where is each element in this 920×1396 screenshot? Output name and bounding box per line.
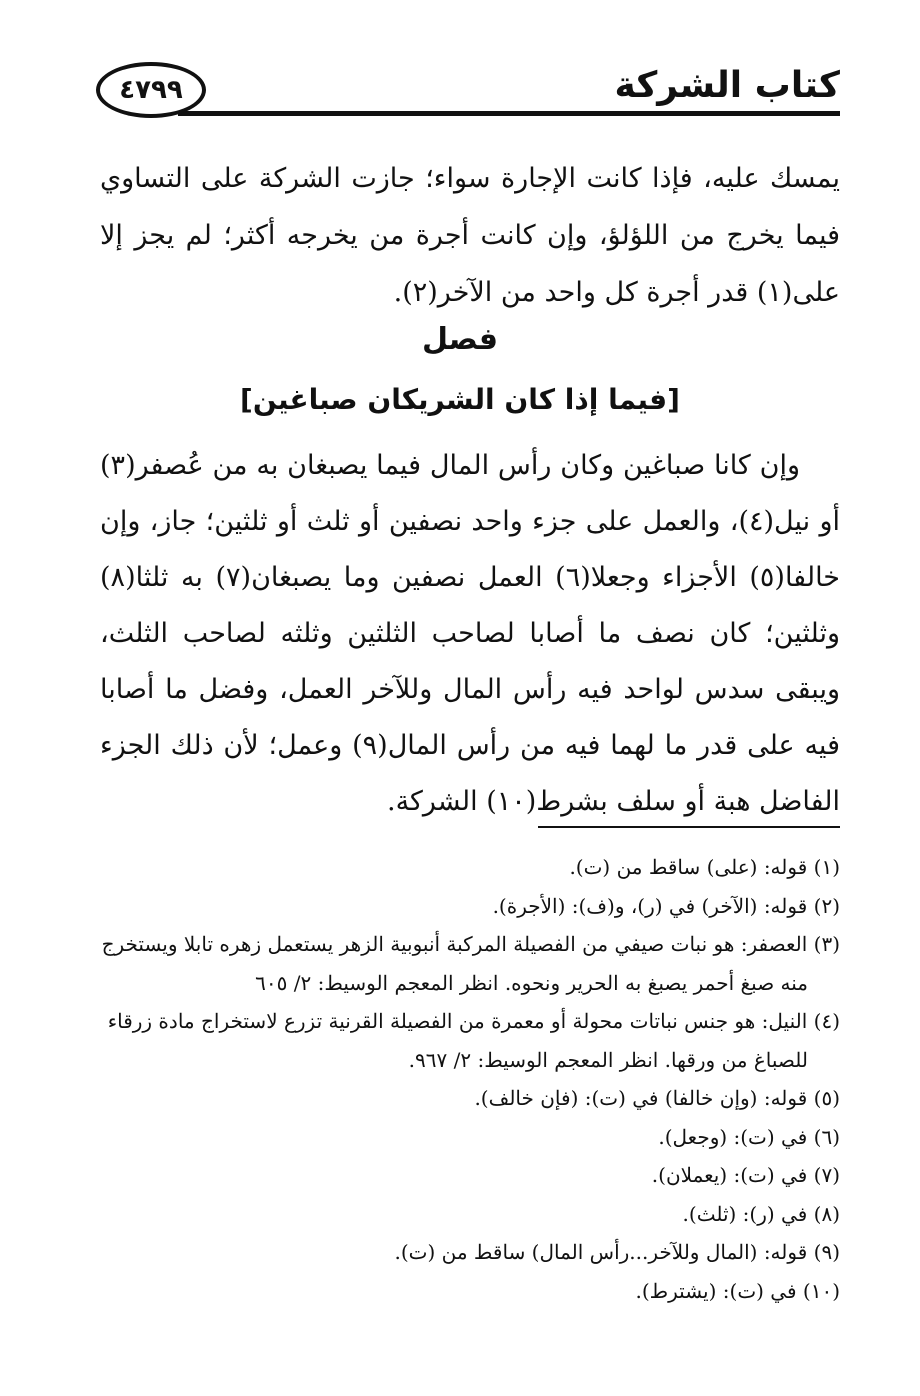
footnote: (١) قوله: (على) ساقط من (ت). xyxy=(569,855,840,879)
page-number-badge xyxy=(96,62,206,118)
paragraph-text: يمسك عليه، فإذا كانت الإجارة سواء؛ جازت الشركة على التساوي فيما يخرج من اللؤلؤ، وإن كانت أجرة من يخرجه أكثر؛ لم يجز إلا على(١) قدر أجرة كل واحد من الآخر(٢). xyxy=(100,163,840,308)
paragraph-text: وإن كانا صباغين وكان رأس المال فيما يصبغان به من عُصفر(٣) أو نيل(٤)، والعمل على جزء واحد نصفين أو ثلث أو ثلثين؛ جاز، وإن خالفا(٥) الأجزاء وجعلا(٦) العمل نصفين وما يصبغان(٧) به ثلثا(٨) وثلثين؛ كان نصف ما أصابا لصاحب الثلثين وثلثه لصاحب الثلث، ويبقى سدس لواحد فيه رأس المال وللآخر العمل، وفضل ما أصابا فيه على قدر ما لهما فيه من رأس المال(٩) وعمل؛ لأن ذلك الجزء الفاضل هبة أو سلف بشرط(١٠) الشركة. xyxy=(100,450,840,817)
paragraph-main xyxy=(100,438,840,830)
footnote: (٦) في (ت): (وجعل). xyxy=(658,1124,840,1149)
footnote: (١٠) في (ت): (يشترط). xyxy=(635,1278,840,1303)
footnote: (٨) في (ر): (ثلث). xyxy=(682,1201,840,1226)
book-title: كتاب الشركة xyxy=(614,65,840,106)
footnote-rule xyxy=(538,826,840,828)
footnote-continuation: للصباغ من ورقها. انظر المعجم الوسيط: ٢/ ٩٦٧. xyxy=(408,1047,808,1072)
footnotes xyxy=(100,848,840,1310)
footnote: (٣) العصفر: هو نبات صيفي من الفصيلة المركبة أنبوبية الزهر يستعمل زهره تابلا ويستخرج xyxy=(101,932,840,956)
footnote-continuation: منه صبغ أحمر يصبغ به الحرير ونحوه. انظر المعجم الوسيط: ٢/ ٦٠٥ xyxy=(255,970,808,995)
header-rule xyxy=(178,111,840,116)
footnote: (٩) قوله: (المال وللآخر...رأس المال) ساقط من (ت). xyxy=(394,1240,840,1264)
subsection-title: [فيما إذا كان الشريكان صباغين] xyxy=(240,383,680,416)
paragraph-continuation xyxy=(100,150,840,321)
section-title: فصل xyxy=(422,322,498,357)
footnote: (٢) قوله: (الآخر) في (ر)، و(ف): (الأجرة). xyxy=(492,893,840,918)
footnote: (٤) النيل: هو جنس نباتات محولة أو معمرة من الفصيلة القرنية تزرع لاستخراج مادة زرقاء xyxy=(107,1009,840,1033)
footnote: (٧) في (ت): (يعملان). xyxy=(651,1163,840,1187)
footnote: (٥) قوله: (وإن خالفا) في (ت): (فإن خالف). xyxy=(474,1086,840,1110)
page-number: ٤٧٩٩ xyxy=(119,75,183,105)
